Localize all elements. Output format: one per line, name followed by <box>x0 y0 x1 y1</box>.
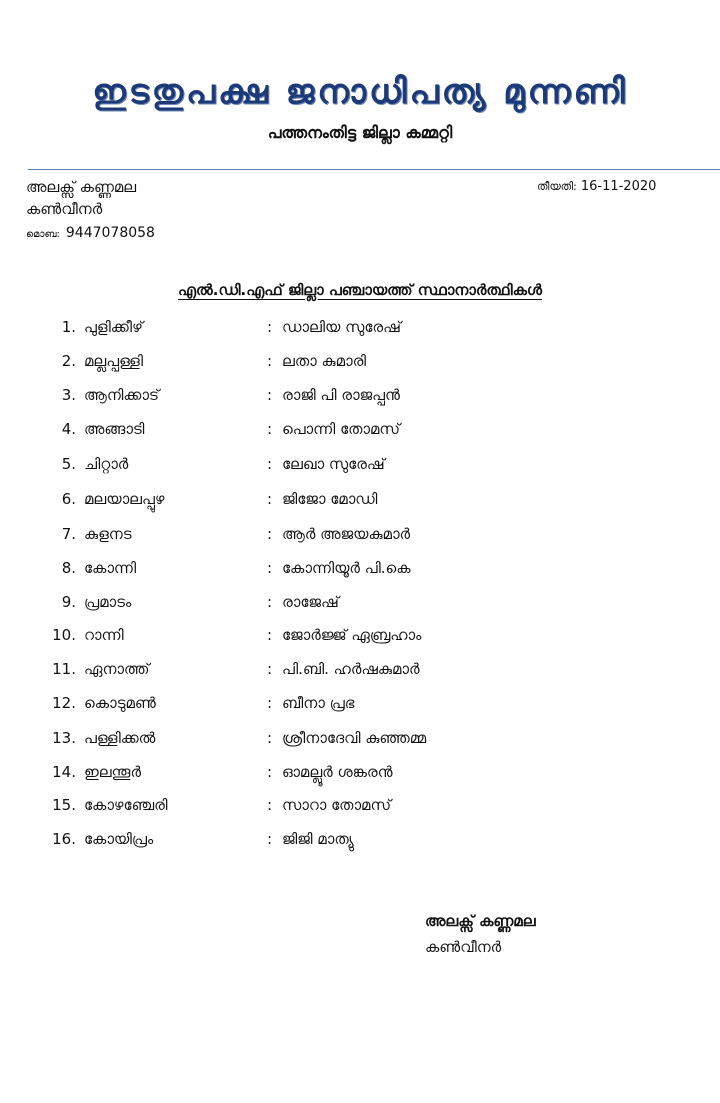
candidate-name: ഡാലിയ സുരേഷ് <box>282 318 401 336</box>
division-name: റാന്നി <box>84 626 124 644</box>
item-number: 5. <box>61 455 76 473</box>
item-number: 2. <box>61 352 76 370</box>
separator: : <box>267 352 273 370</box>
separator: : <box>267 763 273 781</box>
separator: : <box>267 593 273 611</box>
separator: : <box>267 559 273 577</box>
division-name: കോന്നി <box>84 559 137 577</box>
candidate-name: ജോർജ്ജ് ഏബ്രഹാം <box>282 626 422 644</box>
division-name: പുളിക്കീഴ് <box>84 318 143 336</box>
item-number: 9. <box>61 593 76 611</box>
separator: : <box>267 694 273 712</box>
sender-role: കൺവീനർ <box>26 200 103 218</box>
date-label: തീയതി: <box>537 180 577 193</box>
division-name: അങ്ങാടി <box>84 420 145 438</box>
item-number: 14. <box>52 763 76 781</box>
item-number: 16. <box>52 830 76 848</box>
candidate-list-heading <box>0 281 720 299</box>
list-item <box>0 660 720 694</box>
list-item <box>0 525 720 559</box>
list-item <box>0 352 720 386</box>
separator: : <box>267 525 273 543</box>
item-number: 4. <box>61 420 76 438</box>
header-divider <box>28 169 720 170</box>
item-number: 6. <box>61 490 76 508</box>
page-title: ഇടതുപക്ഷ ജനാധിപത്യ മുന്നണി <box>92 72 628 112</box>
item-number: 1. <box>61 318 76 336</box>
list-item <box>0 830 720 864</box>
separator: : <box>267 490 273 508</box>
list-item <box>0 455 720 489</box>
item-number: 7. <box>61 525 76 543</box>
phone-label: മൊബ: <box>26 229 60 240</box>
list-item <box>0 593 720 627</box>
separator: : <box>267 796 273 814</box>
division-name: മലയാലപ്പുഴ <box>84 490 165 508</box>
candidate-list-heading-text: എൽ.ഡി.എഫ് ജില്ലാ പഞ്ചായത്ത് സ്ഥാനാർത്ഥികൾ <box>178 281 542 299</box>
phone-number: 9447078058 <box>65 225 155 241</box>
sender-name: അലക്സ് കണ്ണമല <box>26 178 137 196</box>
item-number: 15. <box>52 796 76 814</box>
candidate-name: പി.ബി. ഹർഷകുമാർ <box>282 660 420 678</box>
candidate-name: ഓമല്ലൂർ ശങ്കരൻ <box>282 763 393 781</box>
candidate-name: ശ്രീനാദേവി കുഞ്ഞമ്മ <box>282 729 427 747</box>
signatory-name: അലക്സ് കണ്ണമല <box>425 912 536 930</box>
candidate-name: സാറാ തോമസ് <box>282 796 392 814</box>
item-number: 12. <box>52 694 76 712</box>
separator: : <box>267 729 273 747</box>
candidate-name: ബീനാ പ്രഭ <box>282 694 355 712</box>
sender-phone <box>26 225 155 241</box>
list-item <box>0 318 720 352</box>
division-name: ആനിക്കാട് <box>84 386 160 404</box>
candidate-name: ലേഖാ സുരേഷ് <box>282 455 385 473</box>
list-item <box>0 559 720 593</box>
separator: : <box>267 318 273 336</box>
division-name: പള്ളിക്കൽ <box>84 729 156 747</box>
list-item <box>0 490 720 524</box>
division-name: കോഴഞ്ചേരി <box>84 796 168 814</box>
division-name: ഇലന്തൂർ <box>84 763 141 781</box>
candidate-name: രാജേഷ് <box>282 593 339 611</box>
letter-date <box>537 179 656 194</box>
list-item <box>0 729 720 763</box>
separator: : <box>267 830 273 848</box>
list-item <box>0 694 720 728</box>
item-number: 11. <box>52 660 76 678</box>
candidate-name: ലതാ കുമാരി <box>282 352 366 370</box>
item-number: 3. <box>61 386 76 404</box>
division-name: മല്ലപ്പള്ളി <box>84 352 144 370</box>
list-item <box>0 763 720 797</box>
division-name: പ്രമാടം <box>84 593 132 611</box>
separator: : <box>267 420 273 438</box>
signatory-role: കൺവീനർ <box>425 938 502 956</box>
date-value: 16-11-2020 <box>580 179 657 194</box>
item-number: 10. <box>52 626 76 644</box>
candidate-name: കോന്നിയൂർ പി.കെ <box>282 559 411 577</box>
candidate-name: പൊന്നി തോമസ് <box>282 420 400 438</box>
division-name: കോയിപ്രം <box>84 830 154 848</box>
separator: : <box>267 455 273 473</box>
list-item <box>0 796 720 830</box>
separator: : <box>267 626 273 644</box>
division-name: ചിറ്റാർ <box>84 455 129 473</box>
candidate-name: ജിജി മാത്യു <box>282 830 354 848</box>
item-number: 13. <box>52 729 76 747</box>
division-name: കൊടുമൺ <box>84 694 156 712</box>
list-item <box>0 386 720 420</box>
candidate-name: ആർ അജയകുമാർ <box>282 525 411 543</box>
candidate-name: രാജി പി രാജപ്പൻ <box>282 386 400 404</box>
list-item <box>0 626 720 660</box>
item-number: 8. <box>61 559 76 577</box>
division-name: ഏനാത്ത് <box>84 660 150 678</box>
separator: : <box>267 660 273 678</box>
candidate-name: ജിജോ മോഡി <box>282 490 378 508</box>
division-name: കുളനട <box>84 525 132 543</box>
committee-subtitle: പത്തനംതിട്ട ജില്ലാ കമ്മറ്റി <box>267 123 453 142</box>
list-item <box>0 420 720 454</box>
separator: : <box>267 386 273 404</box>
